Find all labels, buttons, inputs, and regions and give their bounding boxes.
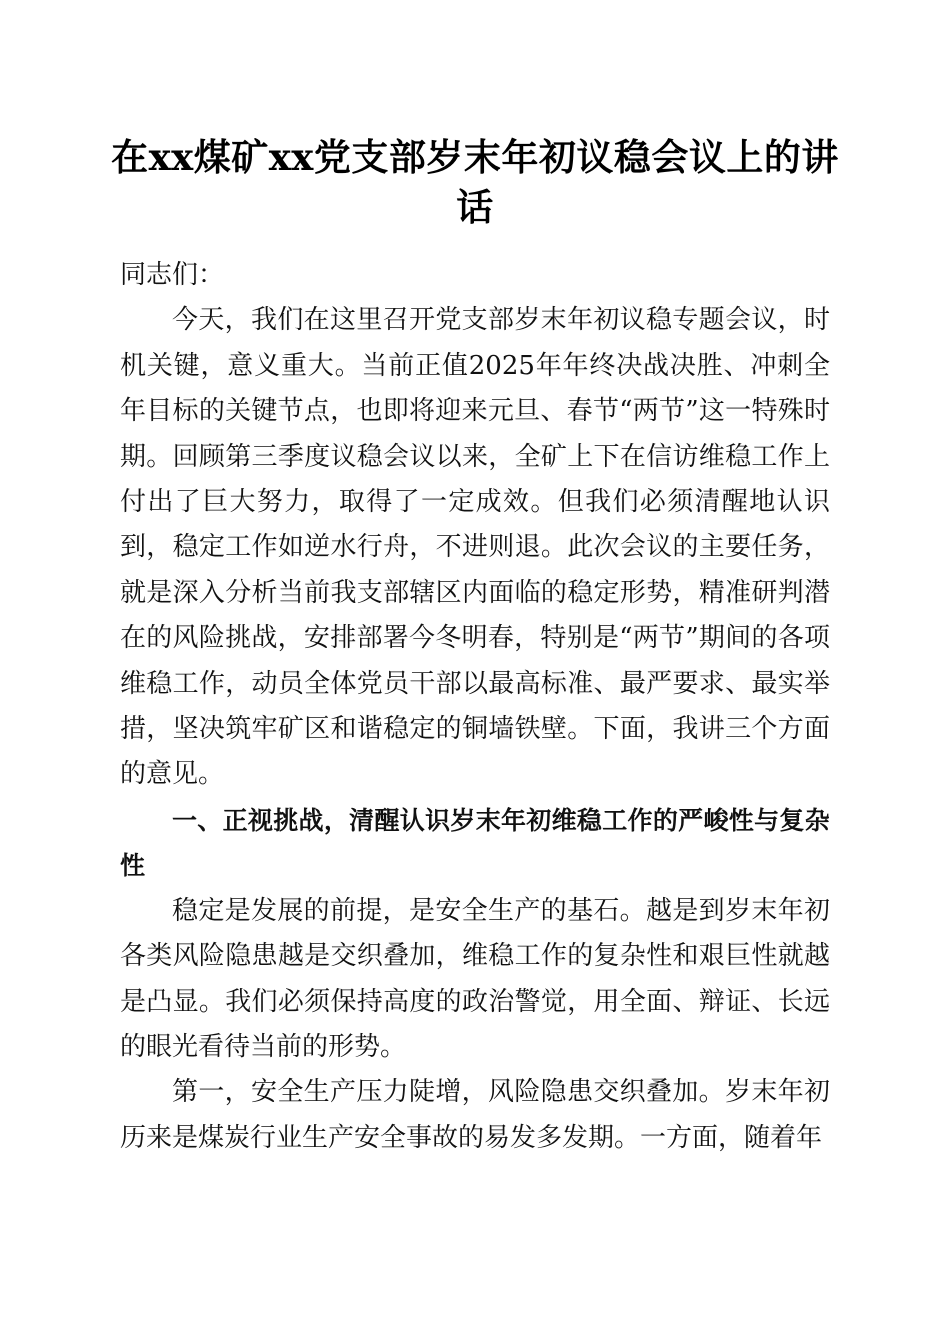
body-paragraph: 第一，安全生产压力陡增，风险隐患交织叠加。岁末年初历来是煤炭行业生产安全事故的易发多发期。一方面，随着年 [120, 1077, 830, 1153]
document-body [120, 253, 830, 1161]
document-title: 在xx煤矿xx党支部岁末年初议稳会议上的讲话 [111, 135, 839, 229]
salutation: 同志们： [120, 260, 225, 290]
section-heading: 一、正视挑战，清醒认识岁末年初维稳工作的严峻性与复杂性 [120, 805, 830, 881]
body-paragraph: 稳定是发展的前提，是安全生产的基石。越是到岁末年初各类风险隐患越是交织叠加，维稳工作的复杂性和艰巨性就越是凸显。我们必须保持高度的政治警觉，用全面、辩证、长远的眼光看待当前的形势。 [120, 895, 830, 1062]
intro-paragraph: 今天，我们在这里召开党支部岁末年初议稳专题会议，时机关键，意义重大。当前正值2025年年终决战决胜、冲刺全年目标的关键节点，也即将迎来元旦、春节“两节”这一特殊时期。回顾第三季度议稳会议以来，全矿上下在信访维稳工作上付出了巨大努力，取得了一定成效。但我们必须清醒地认识到，稳定工作如逆水行舟，不进则退。此次会议的主要任务，就是深入分析当前我支部辖区内面临的稳定形势，精准研判潜在的风险挑战，安排部署今冬明春，特别是“两节”期间的各项维稳工作，动员全体党员干部以最高标准、最严要求、最实举措，坚决筑牢矿区和谐稳定的铜墙铁壁。下面，我讲三个方面的意见。 [120, 305, 830, 790]
